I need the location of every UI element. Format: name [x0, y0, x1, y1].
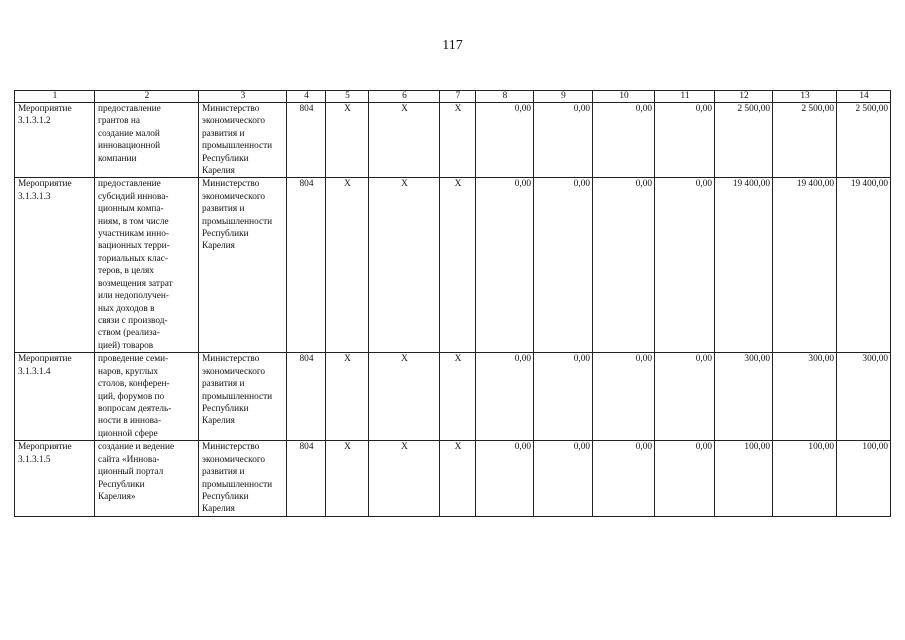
column-header: 2 — [95, 91, 199, 103]
column-header: 3 — [199, 91, 287, 103]
vr-code: X — [440, 353, 476, 441]
event-id: Мероприятие 3.1.3.1.3 — [18, 179, 72, 202]
grbs-code: 804 — [287, 178, 326, 353]
column-header: 7 — [440, 91, 476, 103]
value-cell: 0,00 — [534, 353, 593, 441]
executor: Министерство экономического развития и промышленности Республики Карелия — [202, 179, 273, 252]
value-cell: 0,00 — [534, 103, 593, 178]
event-description: проведение семи- наров, круглых столов, конферен- ций, форумов по вопросам деятель- ности в иннова- ционной сфере — [98, 354, 172, 439]
grbs-code: 804 — [287, 103, 326, 178]
budget-table — [14, 90, 891, 517]
executor: Министерство экономического развития и промышленности Республики Карелия — [202, 104, 273, 177]
value-cell: 0,00 — [655, 441, 715, 516]
value-cell: 0,00 — [476, 178, 534, 353]
event-description: предоставление субсидий иннова- ционным компа- ниям, в том числе участникам инно- вационных терри- ториальных клас- теров, в целях возмещения затрат или недополучен- ных доходов в связи с производ- ством (реализа- цией) товаров — [98, 179, 173, 351]
value-cell: 300,00 — [773, 353, 837, 441]
event-id: Мероприятие 3.1.3.1.5 — [18, 442, 72, 465]
value-cell: 2 500,00 — [715, 103, 773, 178]
rz-pr-code: X — [326, 103, 369, 178]
grbs-code: 804 — [287, 353, 326, 441]
value-cell: 100,00 — [773, 441, 837, 516]
value-cell: 0,00 — [534, 441, 593, 516]
csr-code: X — [369, 103, 440, 178]
value-cell: 0,00 — [476, 441, 534, 516]
column-header: 13 — [773, 91, 837, 103]
event-id: Мероприятие 3.1.3.1.2 — [18, 104, 72, 127]
column-header: 1 — [15, 91, 95, 103]
value-cell: 300,00 — [837, 353, 891, 441]
rz-pr-code: X — [326, 441, 369, 516]
csr-code: X — [369, 178, 440, 353]
executor: Министерство экономического развития и промышленности Республики Карелия — [202, 354, 273, 427]
column-header: 11 — [655, 91, 715, 103]
rz-pr-code: X — [326, 178, 369, 353]
column-header: 5 — [326, 91, 369, 103]
value-cell: 0,00 — [593, 178, 655, 353]
table-row — [15, 441, 891, 516]
csr-code: X — [369, 441, 440, 516]
value-cell: 0,00 — [476, 353, 534, 441]
value-cell: 0,00 — [534, 178, 593, 353]
csr-code: X — [369, 353, 440, 441]
value-cell: 0,00 — [593, 353, 655, 441]
table-row — [15, 103, 891, 178]
value-cell: 0,00 — [593, 103, 655, 178]
column-header: 4 — [287, 91, 326, 103]
column-header: 10 — [593, 91, 655, 103]
value-cell: 19 400,00 — [715, 178, 773, 353]
value-cell: 300,00 — [715, 353, 773, 441]
column-header: 12 — [715, 91, 773, 103]
column-header: 6 — [369, 91, 440, 103]
rz-pr-code: X — [326, 353, 369, 441]
header-row — [15, 91, 891, 103]
column-header: 8 — [476, 91, 534, 103]
value-cell: 0,00 — [476, 103, 534, 178]
table-row — [15, 353, 891, 441]
column-header: 14 — [837, 91, 891, 103]
event-description: создание и ведение сайта «Иннова- ционный портал Республики Карелия» — [98, 442, 175, 503]
vr-code: X — [440, 178, 476, 353]
value-cell: 0,00 — [655, 103, 715, 178]
vr-code: X — [440, 441, 476, 516]
executor: Министерство экономического развития и промышленности Республики Карелия — [202, 442, 273, 515]
table-row — [15, 178, 891, 353]
event-description: предоставление грантов на создание малой инновационной компании — [98, 104, 161, 164]
value-cell: 19 400,00 — [773, 178, 837, 353]
value-cell: 0,00 — [593, 441, 655, 516]
value-cell: 2 500,00 — [773, 103, 837, 178]
page-number: 117 — [442, 38, 463, 53]
value-cell: 0,00 — [655, 353, 715, 441]
value-cell: 100,00 — [715, 441, 773, 516]
value-cell: 19 400,00 — [837, 178, 891, 353]
vr-code: X — [440, 103, 476, 178]
value-cell: 100,00 — [837, 441, 891, 516]
value-cell: 2 500,00 — [837, 103, 891, 178]
grbs-code: 804 — [287, 441, 326, 516]
column-header: 9 — [534, 91, 593, 103]
event-id: Мероприятие 3.1.3.1.4 — [18, 354, 72, 377]
value-cell: 0,00 — [655, 178, 715, 353]
